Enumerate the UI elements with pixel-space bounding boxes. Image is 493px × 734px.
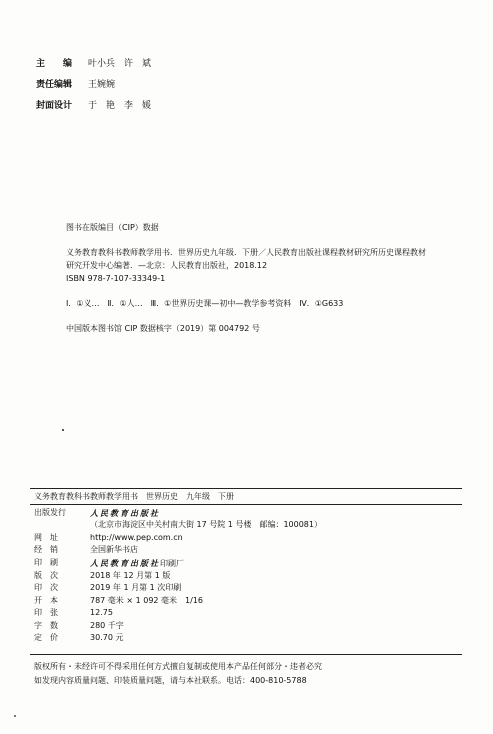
imprint-label: 字 数 xyxy=(34,620,58,630)
imprint-value: 280 千字 xyxy=(90,620,124,630)
imprint-row xyxy=(34,507,322,519)
cip-isbn: ISBN 978-7-107-33349-1 xyxy=(66,274,166,283)
cip-library-number: 中国版本图书馆 CIP 数据核字（2019）第 004792 号 xyxy=(66,324,260,333)
imprint-value: 2018 年 12 月第 1 版 xyxy=(90,571,171,581)
imprint-row xyxy=(34,532,322,544)
printer-logo: 人民教育出版社 xyxy=(90,557,160,568)
imprint-row xyxy=(34,620,322,632)
imprint-label: 开 本 xyxy=(34,595,58,605)
imprint-label: 定 价 xyxy=(34,633,58,643)
imprint-label: 出版发行 xyxy=(34,508,66,517)
printer-suffix: 印刷厂 xyxy=(160,558,184,568)
credit-value: 王婉婉 xyxy=(88,80,116,90)
imprint-label: 印 刷 xyxy=(34,557,58,567)
cip-block xyxy=(66,221,428,335)
imprint-label: 经 销 xyxy=(34,545,58,555)
divider-top xyxy=(30,488,462,489)
imprint-row xyxy=(34,544,322,556)
credit-row xyxy=(36,54,151,75)
imprint-row xyxy=(34,632,322,644)
imprint-value: （北京市海淀区中关村南大街 17 号院 1 号楼 邮编：100081） xyxy=(90,520,322,530)
imprint-label: 印 次 xyxy=(34,583,58,593)
credit-value: 于 艳 李 媛 xyxy=(88,101,152,111)
book-title: 义务教育教科书教师教学用书 世界历史 九年级 下册 xyxy=(34,492,234,501)
imprint-row xyxy=(34,582,322,594)
imprint-value: 12.75 xyxy=(90,608,113,618)
imprint-label: 印 张 xyxy=(34,608,58,618)
copyright-footer xyxy=(34,660,322,688)
publisher-logo: 人民教育出版社 xyxy=(90,508,160,518)
imprint-row xyxy=(34,519,322,531)
imprint-value: 全国新华书店 xyxy=(90,545,138,555)
divider-mid xyxy=(30,504,462,505)
stray-dot xyxy=(62,429,64,431)
imprint-row xyxy=(34,570,322,582)
cip-description: 义务教育教科书教师教学用书．世界历史九年级．下册／人民教育出版社课程教材研究所历史课程教材研究开发中心编著．—北京：人民教育出版社，2018.12 xyxy=(66,248,426,270)
imprint-label: 版 次 xyxy=(34,571,58,581)
imprint-row xyxy=(34,607,322,619)
imprint-label: 网 址 xyxy=(34,532,58,542)
imprint-value: 30.70 元 xyxy=(90,633,124,643)
stray-dot xyxy=(14,715,16,717)
imprint-label xyxy=(34,519,90,531)
imprint-row xyxy=(34,595,322,607)
copyright-notice: 版权所有・未经许可不得采用任何方式擅自复制或使用本产品任何部分・违者必究 xyxy=(34,662,322,671)
imprint-row xyxy=(34,557,322,570)
credit-row xyxy=(36,75,151,96)
credit-row xyxy=(36,96,151,117)
divider-bottom xyxy=(30,654,462,655)
quality-contact: 如发现内容质量问题、印装质量问题，请与本社联系。电话：400-810-5788 xyxy=(34,676,307,685)
cip-classification: Ⅰ．①义… Ⅱ．①人… Ⅲ．①世界历史课—初中—教学参考资料 Ⅳ．①G633 xyxy=(66,299,344,308)
credit-label: 封面设计 xyxy=(36,101,73,111)
credits-block xyxy=(36,54,151,117)
imprint-value: 787 毫米 × 1 092 毫米 1/16 xyxy=(90,595,204,605)
credit-label: 主 编 xyxy=(36,59,73,69)
cip-title: 图书在版编目（CIP）数据 xyxy=(66,223,159,232)
imprint-value: 2019 年 1 月第 1 次印刷 xyxy=(90,583,182,593)
imprint-block xyxy=(34,507,322,644)
imprint-value: http://www.pep.com.cn xyxy=(90,532,183,542)
credit-value: 叶小兵 许 斌 xyxy=(88,59,152,69)
imprint-value xyxy=(90,557,184,570)
credit-label: 责任编辑 xyxy=(36,80,73,90)
